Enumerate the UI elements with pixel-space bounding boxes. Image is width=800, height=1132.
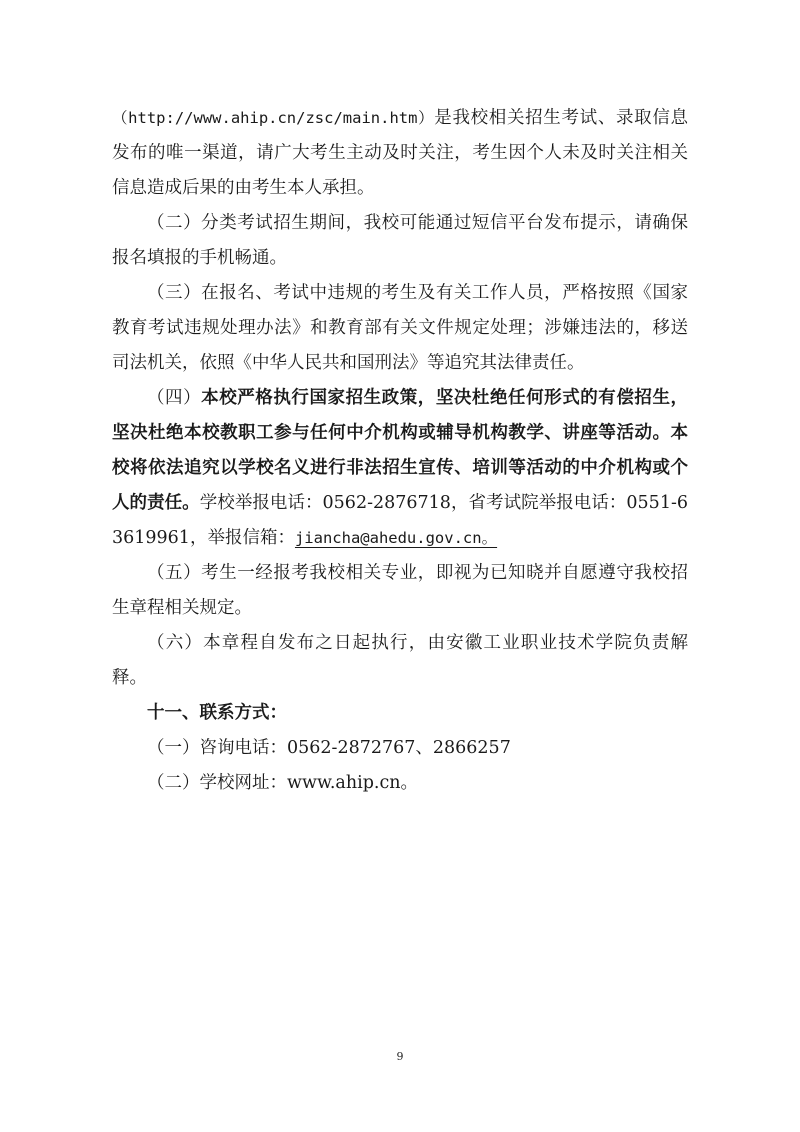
document-page [112,101,688,801]
paragraph-violation-handling: （三）在报名、考试中违规的考生及有关工作人员，严格按照《国家教育考试违规处理办法》和教育部有关文件规定处理；涉嫌违法的，移送司法机关，依照《中华人民共和国刑法》等追究其法律责任。 [112,283,688,373]
paragraph-applicant-acknowledgement: （五）考生一经报考我校相关专业，即视为已知晓并自愿遵守我校招生章程相关规定。 [112,563,688,618]
contact-website: （二）学校网址：www.ahip.cn。 [147,773,419,793]
paragraph-effective-date: （六）本章程自发布之日起执行，由安徽工业职业技术学院负责解释。 [112,633,688,688]
policy-bold-text: 本校严格执行国家招生政策，坚决杜绝任何形式的有偿招生，坚决杜绝本校教职工参与任何中介机构或辅导机构教学、讲座等活动。本校将依法追究以学校名义进行非法招生宣传、培训等活动的中介机构或个人的责任。 [112,388,688,513]
contact-phone: （一）咨询电话：0562-2872767、2866257 [147,738,511,758]
page-number: 9 [396,1050,404,1063]
policy-prefix: （四） [147,388,202,408]
report-contacts-text: 学校举报电话：0562-2876718，省考试院举报电话：0551-63619961，举报信箱： [112,493,688,548]
enrollment-url[interactable]: （http://www.ahip.cn/zsc/main.htm） [112,109,435,127]
paragraph-enrollment-channel [112,101,688,206]
report-email-link[interactable]: jiancha@ahedu.gov.cn。 [294,529,498,547]
paragraph-admission-policy [112,381,688,556]
section-heading-contact: 十一、联系方式： [147,703,287,723]
paragraph-sms-notice: （二）分类考试招生期间，我校可能通过短信平台发布提示，请确保报名填报的手机畅通。 [112,213,688,268]
enrollment-channel-text: 是我校相关招生考试、录取信息发布的唯一渠道，请广大考生主动及时关注，考生因个人未及时关注相关信息造成后果的由考生本人承担。 [112,108,688,198]
